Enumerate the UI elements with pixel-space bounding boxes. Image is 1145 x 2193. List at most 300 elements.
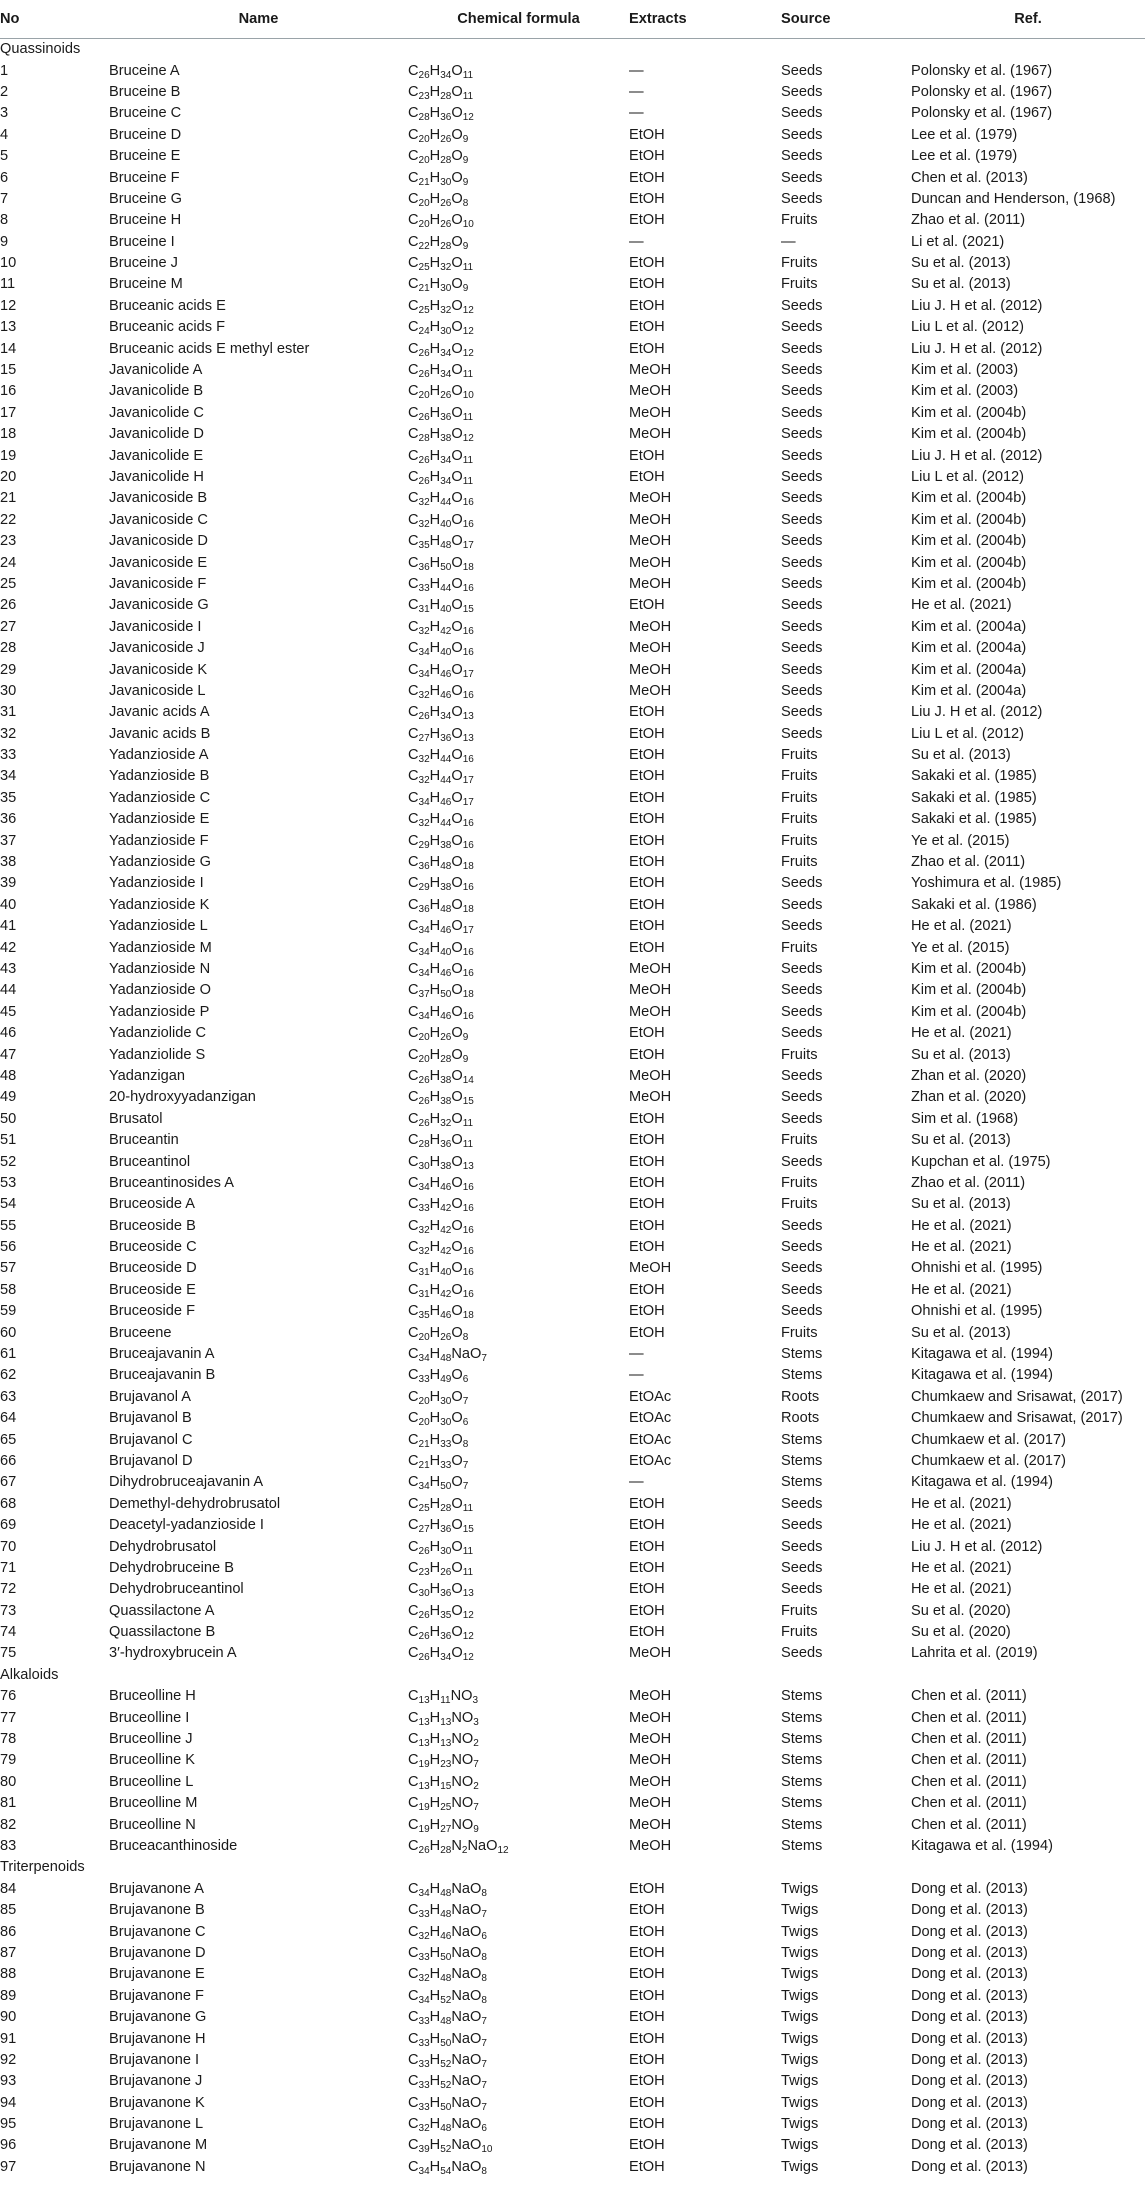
cell-extracts: EtOH xyxy=(629,1153,665,1170)
cell-no: 82 xyxy=(0,1816,17,1833)
cell-no: 25 xyxy=(0,575,17,592)
cell-source: Stems xyxy=(781,1731,823,1748)
cell-name: Brujavanone A xyxy=(109,1880,204,1897)
cell-extracts: EtOH xyxy=(629,255,665,272)
cell-source: Seeds xyxy=(781,1303,823,1320)
cell-no: 39 xyxy=(0,875,17,892)
cell-extracts: MeOH xyxy=(629,682,672,699)
cell-no: 62 xyxy=(0,1367,17,1384)
cell-no: 94 xyxy=(0,2094,17,2111)
cell-name: Brujavanone C xyxy=(109,1923,206,1940)
cell-formula: $C_{19}H_{27}NO_9$ xyxy=(408,1816,479,1835)
cell-formula: $C_{34}H_{46}O_{17}$ xyxy=(408,789,474,808)
table-row xyxy=(0,1322,1145,1343)
cell-formula: $C_{20}H_{26}O_8$ xyxy=(408,190,469,209)
cell-formula: $C_{27}H_{36}O_{13}$ xyxy=(408,725,474,744)
table-row xyxy=(0,317,1145,338)
cell-source: Seeds xyxy=(781,1003,823,1020)
cell-ref: Sakaki et al. (1985) xyxy=(911,789,1037,806)
cell-no: 91 xyxy=(0,2030,17,2047)
cell-ref: Su et al. (2013) xyxy=(911,1132,1011,1149)
cell-name: Yadanzioside E xyxy=(109,811,210,828)
cell-name: Bruceine I xyxy=(109,233,175,250)
cell-source: Stems xyxy=(781,1838,823,1854)
cell-source: Seeds xyxy=(781,597,823,614)
cell-source: Seeds xyxy=(781,126,823,143)
cell-source: Seeds xyxy=(781,875,823,892)
cell-source: Seeds xyxy=(781,533,823,550)
cell-formula: $C_{26}H_{34}O_{13}$ xyxy=(408,704,474,723)
cell-source: Seeds xyxy=(781,896,823,913)
cell-ref: Kim et al. (2004b) xyxy=(911,490,1027,507)
cell-name: Bruceacanthinoside xyxy=(109,1838,238,1854)
cell-extracts: EtOH xyxy=(629,1987,665,2004)
cell-no: 20 xyxy=(0,469,17,485)
cell-ref: Sakaki et al. (1985) xyxy=(911,768,1037,785)
table-row xyxy=(0,852,1145,873)
cell-no: 40 xyxy=(0,896,17,913)
cell-name: Bruceolline K xyxy=(109,1752,195,1769)
table-row xyxy=(0,1280,1145,1301)
cell-no: 52 xyxy=(0,1153,17,1170)
cell-name: Bruceine G xyxy=(109,190,183,207)
cell-extracts: EtOH xyxy=(629,1495,665,1512)
cell-extracts: MeOH xyxy=(629,383,672,400)
cell-ref: Kim et al. (2004b) xyxy=(911,1003,1027,1020)
cell-ref: Liu L et al. (2012) xyxy=(911,319,1025,336)
table-row xyxy=(0,1173,1145,1194)
cell-no: 47 xyxy=(0,1046,17,1063)
cell-no: 8 xyxy=(0,212,9,229)
cell-name: Javanicoside F xyxy=(109,575,207,592)
cell-source: Fruits xyxy=(781,255,818,272)
cell-extracts: MeOH xyxy=(629,1089,672,1106)
cell-no: 6 xyxy=(0,169,9,186)
cell-source: Fruits xyxy=(781,854,818,871)
cell-no: 44 xyxy=(0,982,17,999)
cell-ref: Lahrita et al. (2019) xyxy=(911,1645,1038,1662)
cell-extracts: MeOH xyxy=(629,426,672,443)
cell-name: Brujavanone F xyxy=(109,1987,204,2004)
cell-extracts: EtOH xyxy=(629,1132,665,1149)
cell-source: Seeds xyxy=(781,190,823,207)
cell-source: Fruits xyxy=(781,276,818,293)
cell-source: Seeds xyxy=(781,982,823,999)
cell-ref: Liu L et al. (2012) xyxy=(911,725,1025,742)
cell-source: Seeds xyxy=(781,1067,823,1084)
cell-source: Stems xyxy=(781,1431,823,1448)
table-row xyxy=(0,189,1145,210)
cell-ref: Su et al. (2013) xyxy=(911,747,1011,764)
cell-extracts: MeOH xyxy=(629,575,672,592)
cell-formula: $C_{33}H_{48}NaO_7$ xyxy=(408,1902,487,1921)
cell-ref: Dong et al. (2013) xyxy=(911,2051,1028,2068)
cell-ref: Duncan and Henderson, (1968) xyxy=(911,190,1116,207)
cell-source: Seeds xyxy=(781,511,823,528)
cell-formula: $C_{34}H_{46}O_{17}$ xyxy=(408,661,474,680)
cell-ref: Zhan et al. (2020) xyxy=(911,1089,1027,1106)
cell-name: Brujavanone D xyxy=(109,1944,206,1961)
cell-source: Stems xyxy=(781,1452,823,1469)
cell-name: Javanicolide B xyxy=(109,383,204,400)
cell-source: Seeds xyxy=(781,297,823,314)
cell-formula: $C_{26}H_{36}O_{12}$ xyxy=(408,1624,474,1643)
cell-ref: Sakaki et al. (1985) xyxy=(911,811,1037,828)
table-row xyxy=(0,1472,1145,1493)
cell-ref: Dong et al. (2013) xyxy=(911,1987,1028,2004)
cell-formula: $C_{29}H_{38}O_{16}$ xyxy=(408,875,474,894)
cell-formula: $C_{34}H_{52}NaO_8$ xyxy=(408,1987,487,2006)
cell-ref: He et al. (2021) xyxy=(911,1217,1012,1234)
cell-no: 41 xyxy=(0,918,17,935)
cell-extracts: — xyxy=(629,83,644,100)
cell-source: Twigs xyxy=(781,1987,819,2004)
table-row xyxy=(0,1793,1145,1814)
cell-extracts: — xyxy=(629,62,644,79)
cell-ref: Dong et al. (2013) xyxy=(911,2116,1028,2133)
cell-name: Brujavanone M xyxy=(109,2137,208,2154)
cell-extracts: MeOH xyxy=(629,554,672,571)
table-row xyxy=(0,82,1145,103)
cell-name: Bruceine J xyxy=(109,255,178,272)
cell-no: 59 xyxy=(0,1303,17,1320)
table-body xyxy=(0,39,1145,2179)
cell-no: 92 xyxy=(0,2051,17,2068)
cell-formula: $C_{26}H_{38}O_{15}$ xyxy=(408,1089,474,1108)
cell-source: Seeds xyxy=(781,554,823,571)
cell-source: Twigs xyxy=(781,1902,819,1919)
cell-formula: $C_{21}H_{30}O_9$ xyxy=(408,276,469,295)
cell-ref: Liu J. H et al. (2012) xyxy=(911,704,1043,721)
cell-extracts: EtOH xyxy=(629,1303,665,1320)
cell-no: 7 xyxy=(0,190,9,207)
cell-no: 11 xyxy=(0,276,16,293)
table-row xyxy=(0,510,1145,531)
cell-formula: $C_{19}H_{25}NO_7$ xyxy=(408,1795,479,1814)
table-row xyxy=(0,488,1145,509)
cell-formula: $C_{35}H_{46}O_{18}$ xyxy=(408,1303,474,1322)
cell-extracts: EtOH xyxy=(629,2094,665,2111)
table-row xyxy=(0,1002,1145,1023)
table-row xyxy=(0,1130,1145,1151)
cell-formula: $C_{20}H_{30}O_7$ xyxy=(408,1388,469,1407)
cell-no: 4 xyxy=(0,126,9,143)
cell-no: 49 xyxy=(0,1089,17,1106)
cell-extracts: MeOH xyxy=(629,511,672,528)
table-row xyxy=(0,1151,1145,1172)
cell-name: Bruceine E xyxy=(109,148,181,165)
cell-ref: Kim et al. (2004b) xyxy=(911,404,1027,421)
cell-extracts: MeOH xyxy=(629,960,672,977)
table-row xyxy=(0,873,1145,894)
table-row xyxy=(0,1066,1145,1087)
cell-extracts: EtOH xyxy=(629,1324,665,1341)
cell-formula: $C_{34}H_{40}O_{16}$ xyxy=(408,939,474,958)
cell-ref: Su et al. (2013) xyxy=(911,1324,1011,1341)
cell-source: Stems xyxy=(781,1688,823,1705)
cell-name: Brujavanone N xyxy=(109,2158,206,2175)
cell-ref: Kim et al. (2004a) xyxy=(911,618,1027,635)
cell-no: 93 xyxy=(0,2073,17,2090)
cell-no: 88 xyxy=(0,1966,17,1983)
cell-formula: $C_{20}H_{28}O_9$ xyxy=(408,1046,469,1065)
section-row xyxy=(0,39,1145,61)
cell-formula: $C_{23}H_{28}O_{11}$ xyxy=(408,83,474,102)
cell-extracts: EtOH xyxy=(629,1559,665,1576)
cell-name: Bruceolline J xyxy=(109,1731,193,1748)
table-row xyxy=(0,1494,1145,1515)
cell-source: Stems xyxy=(781,1816,823,1833)
cell-formula: $C_{34}H_{46}O_{17}$ xyxy=(408,918,474,937)
cell-formula: $C_{32}H_{44}O_{16}$ xyxy=(408,490,474,509)
table-row xyxy=(0,167,1145,188)
table-row xyxy=(0,788,1145,809)
cell-ref: Kim et al. (2004a) xyxy=(911,640,1027,657)
table-row xyxy=(0,103,1145,124)
cell-ref: Su et al. (2013) xyxy=(911,276,1011,293)
cell-formula: $C_{22}H_{28}O_9$ xyxy=(408,233,469,252)
cell-name: Deacetyl-yadanzioside I xyxy=(109,1517,264,1534)
cell-ref: Su et al. (2013) xyxy=(911,255,1011,272)
cell-formula: $C_{21}H_{33}O_8$ xyxy=(408,1431,469,1450)
cell-extracts: EtOH xyxy=(629,854,665,871)
cell-extracts: EtOH xyxy=(629,2051,665,2068)
cell-extracts: MeOH xyxy=(629,1709,672,1726)
cell-source: Seeds xyxy=(781,490,823,507)
cell-extracts: MeOH xyxy=(629,1838,672,1854)
cell-extracts: EtOH xyxy=(629,747,665,764)
header-no: No xyxy=(0,0,109,39)
cell-name: Quassilactone A xyxy=(109,1602,215,1619)
cell-no: 34 xyxy=(0,768,17,785)
cell-source: Fruits xyxy=(781,768,818,785)
cell-no: 13 xyxy=(0,319,17,336)
cell-ref: Dong et al. (2013) xyxy=(911,2009,1028,2026)
cell-name: Bruceantinosides A xyxy=(109,1174,234,1191)
cell-ref: Kim et al. (2004b) xyxy=(911,533,1027,550)
cell-extracts: EtOH xyxy=(629,447,665,464)
cell-no: 95 xyxy=(0,2116,17,2133)
cell-source: Seeds xyxy=(781,661,823,678)
section-label: Alkaloids xyxy=(0,1666,59,1683)
cell-no: 48 xyxy=(0,1067,17,1084)
cell-name: Brujavanone G xyxy=(109,2009,207,2026)
cell-name: Dehydrobruceine B xyxy=(109,1559,234,1576)
table-row xyxy=(0,702,1145,723)
cell-ref: Su et al. (2013) xyxy=(911,1046,1011,1063)
cell-source: Seeds xyxy=(781,169,823,186)
cell-name: Bruceolline H xyxy=(109,1688,196,1705)
table-row xyxy=(0,1301,1145,1322)
cell-ref: Dong et al. (2013) xyxy=(911,2094,1028,2111)
cell-no: 29 xyxy=(0,661,17,678)
cell-no: 58 xyxy=(0,1281,17,1298)
cell-ref: Zhao et al. (2011) xyxy=(911,854,1026,871)
table-row xyxy=(0,1921,1145,1942)
table-row xyxy=(0,1237,1145,1258)
cell-name: Bruceene xyxy=(109,1324,172,1341)
cell-extracts: — xyxy=(629,1474,644,1491)
cell-extracts: MeOH xyxy=(629,1752,672,1769)
cell-ref: Kim et al. (2003) xyxy=(911,362,1019,379)
cell-ref: Sakaki et al. (1986) xyxy=(911,896,1037,913)
cell-ref: Dong et al. (2013) xyxy=(911,2158,1028,2175)
cell-name: Dehydrobrusatol xyxy=(109,1538,217,1555)
cell-formula: $C_{32}H_{46}NaO_6$ xyxy=(408,1923,487,1942)
cell-formula: $C_{26}H_{34}O_{12}$ xyxy=(408,340,474,359)
table-row xyxy=(0,1387,1145,1408)
cell-no: 16 xyxy=(0,383,17,400)
cell-ref: Kim et al. (2004b) xyxy=(911,511,1027,528)
cell-name: Bruceoside C xyxy=(109,1239,197,1256)
cell-ref: Dong et al. (2013) xyxy=(911,2073,1028,2090)
cell-formula: $C_{30}H_{36}O_{13}$ xyxy=(408,1581,474,1600)
cell-source: Stems xyxy=(781,1709,823,1726)
cell-name: Bruceantin xyxy=(109,1132,179,1149)
cell-name: Yadanzioside M xyxy=(109,939,212,956)
cell-ref: Liu J. H et al. (2012) xyxy=(911,297,1043,314)
cell-name: Dehydrobruceantinol xyxy=(109,1581,244,1598)
cell-no: 74 xyxy=(0,1624,17,1641)
cell-source: Stems xyxy=(781,1474,823,1491)
cell-ref: Kitagawa et al. (1994) xyxy=(911,1367,1053,1384)
cell-ref: Chumkaew et al. (2017) xyxy=(911,1431,1066,1448)
cell-extracts: EtOH xyxy=(629,875,665,892)
cell-no: 23 xyxy=(0,533,17,550)
cell-source: Fruits xyxy=(781,212,818,229)
cell-formula: $C_{33}H_{49}O_6$ xyxy=(408,1367,469,1386)
cell-ref: Dong et al. (2013) xyxy=(911,1880,1028,1897)
cell-name: Yadanzioside A xyxy=(109,747,209,764)
cell-source: Twigs xyxy=(781,1923,819,1940)
cell-name: Bruceantinol xyxy=(109,1153,191,1170)
table-row xyxy=(0,1879,1145,1900)
cell-formula: $C_{26}H_{35}O_{12}$ xyxy=(408,1602,474,1621)
cell-formula: $C_{26}H_{34}O_{12}$ xyxy=(408,1645,474,1664)
cell-ref: Zhan et al. (2020) xyxy=(911,1067,1027,1084)
cell-extracts: EtOH xyxy=(629,319,665,336)
cell-no: 84 xyxy=(0,1880,17,1897)
cell-formula: $C_{20}H_{26}O_9$ xyxy=(408,126,469,145)
table-row xyxy=(0,766,1145,787)
cell-extracts: EtOH xyxy=(629,2030,665,2047)
cell-name: Yadanzioside P xyxy=(109,1003,210,1020)
cell-extracts: EtOH xyxy=(629,832,665,849)
cell-no: 19 xyxy=(0,447,17,464)
cell-source: Seeds xyxy=(781,1581,823,1598)
cell-ref: He et al. (2021) xyxy=(911,1025,1012,1042)
header-name: Name xyxy=(109,0,408,39)
cell-no: 18 xyxy=(0,426,17,443)
cell-no: 15 xyxy=(0,362,17,379)
cell-no: 69 xyxy=(0,1517,17,1534)
cell-extracts: EtOH xyxy=(629,1239,665,1256)
cell-ref: Liu J. H et al. (2012) xyxy=(911,340,1043,357)
cell-no: 79 xyxy=(0,1752,17,1769)
cell-ref: Lee et al. (1979) xyxy=(911,126,1018,143)
cell-name: Yadanziolide C xyxy=(109,1025,207,1042)
table-row xyxy=(0,1601,1145,1622)
cell-name: Bruceoside E xyxy=(109,1281,196,1298)
cell-extracts: — xyxy=(629,233,644,250)
cell-ref: He et al. (2021) xyxy=(911,1581,1012,1598)
table-row xyxy=(0,2028,1145,2049)
cell-name: Yadanziolide S xyxy=(109,1046,206,1063)
table-row xyxy=(0,552,1145,573)
cell-no: 5 xyxy=(0,148,9,165)
cell-source: Twigs xyxy=(781,2116,819,2133)
table-header-row xyxy=(0,0,1145,39)
table-row xyxy=(0,253,1145,274)
cell-no: 14 xyxy=(0,340,17,357)
cell-source: Fruits xyxy=(781,832,818,849)
cell-source: Seeds xyxy=(781,725,823,742)
cell-ref: Chumkaew et al. (2017) xyxy=(911,1452,1066,1469)
cell-formula: $C_{33}H_{50}NaO_7$ xyxy=(408,2094,487,2113)
cell-no: 66 xyxy=(0,1452,17,1469)
cell-extracts: EtOH xyxy=(629,2158,665,2175)
cell-extracts: EtOH xyxy=(629,1581,665,1598)
cell-ref: Su et al. (2020) xyxy=(911,1602,1011,1619)
cell-extracts: — xyxy=(629,105,644,122)
cell-ref: He et al. (2021) xyxy=(911,597,1012,614)
cell-extracts: MeOH xyxy=(629,618,672,635)
cell-formula: $C_{32}H_{42}O_{16}$ xyxy=(408,1239,474,1258)
cell-ref: Kim et al. (2004b) xyxy=(911,960,1027,977)
cell-formula: $C_{25}H_{32}O_{11}$ xyxy=(408,255,474,274)
cell-ref: Dong et al. (2013) xyxy=(911,1966,1028,1983)
table-row xyxy=(0,1579,1145,1600)
table-row xyxy=(0,1408,1145,1429)
cell-extracts: EtOH xyxy=(629,2137,665,2154)
cell-source: Seeds xyxy=(781,1517,823,1534)
cell-ref: He et al. (2021) xyxy=(911,1495,1012,1512)
cell-ref: Ohnishi et al. (1995) xyxy=(911,1303,1043,1320)
cell-source: Seeds xyxy=(781,1217,823,1234)
header-source: Source xyxy=(781,0,911,39)
cell-formula: $C_{13}H_{13}NO_3$ xyxy=(408,1709,479,1728)
cell-name: Bruceine C xyxy=(109,105,182,122)
cell-no: 38 xyxy=(0,854,17,871)
cell-no: 26 xyxy=(0,597,17,614)
cell-source: Twigs xyxy=(781,1880,819,1897)
cell-formula: $C_{28}H_{38}O_{12}$ xyxy=(408,426,474,445)
cell-formula: $C_{34}H_{48}NaO_8$ xyxy=(408,1880,487,1899)
table-row xyxy=(0,1686,1145,1707)
cell-no: 54 xyxy=(0,1196,17,1213)
cell-name: Brujavanol C xyxy=(109,1431,193,1448)
cell-name: Brujavanone I xyxy=(109,2051,200,2068)
cell-formula: $C_{32}H_{48}NaO_8$ xyxy=(408,1966,487,1985)
cell-no: 30 xyxy=(0,682,17,699)
cell-formula: $C_{32}H_{42}O_{16}$ xyxy=(408,618,474,637)
cell-source: Seeds xyxy=(781,640,823,657)
cell-name: Javanicolide E xyxy=(109,447,204,464)
cell-extracts: EtOAc xyxy=(629,1410,672,1427)
cell-no: 51 xyxy=(0,1132,17,1149)
cell-source: Roots xyxy=(781,1388,820,1405)
cell-extracts: MeOH xyxy=(629,533,672,550)
cell-name: Yadanzioside O xyxy=(109,982,211,999)
cell-name: Javanicoside K xyxy=(109,661,208,678)
cell-extracts: EtOH xyxy=(629,469,665,485)
cell-name: Bruceoside D xyxy=(109,1260,197,1277)
cell-extracts: EtOH xyxy=(629,276,665,293)
cell-name: Bruceine F xyxy=(109,169,180,186)
cell-extracts: EtOH xyxy=(629,1174,665,1191)
cell-formula: $C_{31}H_{42}O_{16}$ xyxy=(408,1281,474,1300)
cell-name: Yadanzioside G xyxy=(109,854,211,871)
